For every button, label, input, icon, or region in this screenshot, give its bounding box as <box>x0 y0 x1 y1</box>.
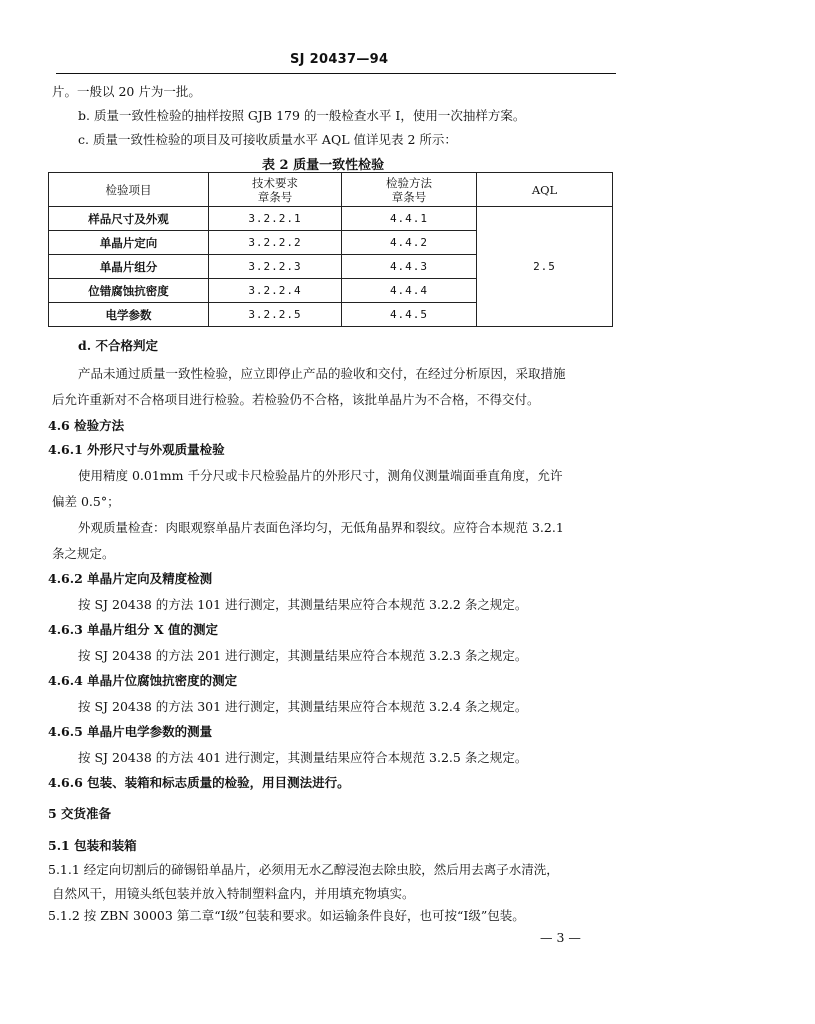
cell-tech: 3.2.2.3 <box>209 255 342 279</box>
cell-method: 4.4.3 <box>342 255 477 279</box>
text-line-1: 片。一般以 20 片为一批。 <box>52 84 201 99</box>
cell-aql: 2.5 <box>477 207 613 327</box>
cell-tech: 3.2.2.4 <box>209 279 342 303</box>
cell-method: 4.4.5 <box>342 303 477 327</box>
paragraph-line: 按 SJ 20438 的方法 301 进行测定，其测量结果应符合本规范 3.2.4 条之规定。 <box>78 699 528 714</box>
header-tech <box>209 173 342 207</box>
table-header-row <box>49 173 613 207</box>
paragraph-line: 自然风干，用镜头纸包装并放入特制塑料盒内，并用填充物填实。 <box>52 886 415 901</box>
document-code-header: SJ 20437—94 <box>290 52 389 67</box>
paragraph-line: 5.1.1 经定向切割后的碲锡铅单晶片，必须用无水乙醇浸泡去除虫胶，然后用去离子水清洗， <box>48 862 559 877</box>
paragraph-line: 外观质量检查：肉眼观察单晶片表面色泽均匀，无低角晶界和裂纹。应符合本规范 3.2.1 <box>78 520 564 535</box>
text-line-b: b. 质量一致性检验的抽样按照 GJB 179 的一般检查水平 Ⅰ，使用一次抽样方案。 <box>78 108 526 123</box>
cell-item: 样品尺寸及外观 <box>49 207 209 231</box>
heading-4-6-2: 4.6.2 单晶片定向及精度检测 <box>48 571 213 586</box>
cell-item: 位错腐蚀抗密度 <box>49 279 209 303</box>
text-line-c: c. 质量一致性检验的项目及可接收质量水平 AQL 值详见表 2 所示： <box>78 132 457 147</box>
cell-item: 单晶片定向 <box>49 231 209 255</box>
paragraph-line: 按 SJ 20438 的方法 401 进行测定，其测量结果应符合本规范 3.2.5 条之规定。 <box>78 750 528 765</box>
header-method-line2: 章条号 <box>391 189 427 204</box>
cell-tech: 3.2.2.5 <box>209 303 342 327</box>
header-rule <box>56 73 616 74</box>
paragraph-line: 按 SJ 20438 的方法 201 进行测定，其测量结果应符合本规范 3.2.3 条之规定。 <box>78 648 528 663</box>
cell-method: 4.4.2 <box>342 231 477 255</box>
heading-5: 5 交货准备 <box>48 806 112 821</box>
heading-4-6-1: 4.6.1 外形尺寸与外观质量检验 <box>48 442 225 457</box>
paragraph-line: 使用精度 0.01mm 千分尺或卡尺检验晶片的外形尺寸，测角仪测量端面垂直角度，允许 <box>78 468 563 483</box>
cell-method: 4.4.4 <box>342 279 477 303</box>
header-aql: AQL <box>477 173 613 207</box>
table-row <box>49 207 613 231</box>
cell-method: 4.4.1 <box>342 207 477 231</box>
paragraph-line: 偏差 0.5°； <box>52 494 120 509</box>
header-tech-line2: 章条号 <box>257 189 293 204</box>
paragraph-line: 按 SJ 20438 的方法 101 进行测定，其测量结果应符合本规范 3.2.2 条之规定。 <box>78 597 528 612</box>
section-d-title: d. 不合格判定 <box>78 338 158 353</box>
heading-4-6-5: 4.6.5 单晶片电学参数的测量 <box>48 724 213 739</box>
cell-item: 单晶片组分 <box>49 255 209 279</box>
heading-4-6-3: 4.6.3 单晶片组分 X 值的测定 <box>48 622 219 637</box>
header-method-line1: 检验方法 <box>386 175 432 190</box>
page-number: — 3 — <box>540 930 581 945</box>
paragraph-line: 产品未通过质量一致性检验，应立即停止产品的验收和交付，在经过分析原因，采取措施 <box>78 366 566 381</box>
heading-4-6-6: 4.6.6 包装、装箱和标志质量的检验，用目测法进行。 <box>48 775 350 790</box>
quality-inspection-table <box>48 172 613 327</box>
paragraph-line: 5.1.2 按 ZBN 30003 第二章“Ⅰ级”包装和要求。如运输条件良好，也可按“Ⅰ级”包装。 <box>48 908 525 923</box>
header-method <box>342 173 477 207</box>
header-item: 检验项目 <box>49 173 209 207</box>
table-caption: 表 2 质量一致性检验 <box>262 158 385 173</box>
paragraph-line: 后允许重新对不合格项目进行检验。若检验仍不合格，该批单晶片为不合格，不得交付。 <box>52 392 540 407</box>
heading-5-1: 5.1 包装和装箱 <box>48 838 137 853</box>
header-tech-line1: 技术要求 <box>252 175 298 190</box>
cell-tech: 3.2.2.2 <box>209 231 342 255</box>
cell-item: 电学参数 <box>49 303 209 327</box>
heading-4-6: 4.6 检验方法 <box>48 418 125 433</box>
paragraph-line: 条之规定。 <box>52 546 115 561</box>
cell-tech: 3.2.2.1 <box>209 207 342 231</box>
heading-4-6-4: 4.6.4 单晶片位腐蚀抗密度的测定 <box>48 673 238 688</box>
